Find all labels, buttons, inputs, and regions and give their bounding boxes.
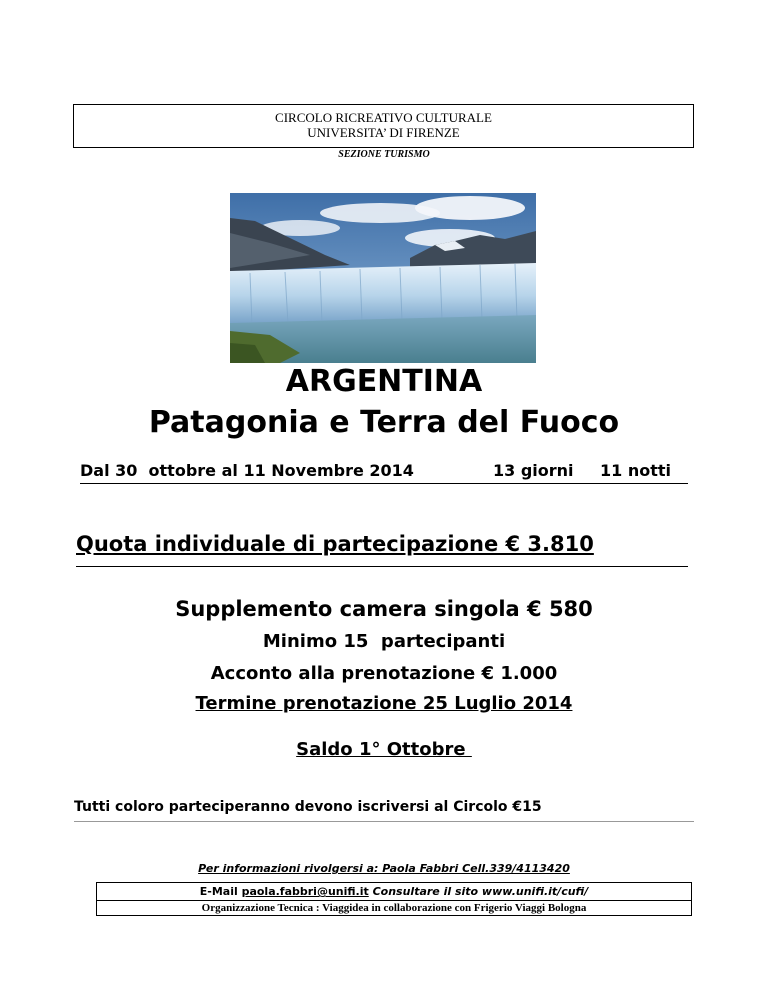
email-line [97,885,691,901]
iscrizione-notice: Tutti coloro parteciperanno devono iscriversi al Circolo €15 [74,799,694,822]
tour-subtitle: Patagonia e Terra del Fuoco [148,405,620,440]
organizzazione-tecnica: Organizzazione Tecnica : Viaggidea in collaborazione con Frigerio Viaggi Bologna [201,902,587,914]
header-line-2: UNIVERSITA’ DI FIRENZE [307,125,460,140]
country-title: ARGENTINA [285,364,483,399]
header-box [73,104,694,148]
dates-nights: 11 notti [600,461,671,480]
email-link[interactable]: paola.fabbri@unifi.it [241,885,369,898]
termine-prenotazione: Termine prenotazione 25 Luglio 2014 [195,693,573,714]
site-text: Consultare il sito www.unifi.it/cufi/ [368,885,589,898]
dates-period: Dal 30 ottobre al 11 Novembre 2014 [80,461,414,480]
section-label: SEZIONE TURISMO [338,149,430,160]
header-line-1: CIRCOLO RICREATIVO CULTURALE [275,110,492,125]
acconto-prenotazione: Acconto alla prenotazione € 1.000 [210,663,558,684]
minimo-partecipanti: Minimo 15 partecipanti [262,631,506,652]
glacier-photo [230,193,536,363]
footer-box [96,882,692,916]
dates-days: 13 giorni [493,461,574,480]
quota-price: Quota individuale di partecipazione € 3.810 [76,532,594,556]
contact-info [0,862,768,875]
dates-row [80,461,688,484]
contact-info-text: Per informazioni rivolgersi a: Paola Fabbri Cell.339/4113420 [198,862,570,875]
quota-row [76,532,688,567]
supplemento-singola: Supplemento camera singola € 580 [175,597,593,621]
email-label: E-Mail [199,885,242,898]
saldo-date: Saldo 1° Ottobre [296,739,472,760]
